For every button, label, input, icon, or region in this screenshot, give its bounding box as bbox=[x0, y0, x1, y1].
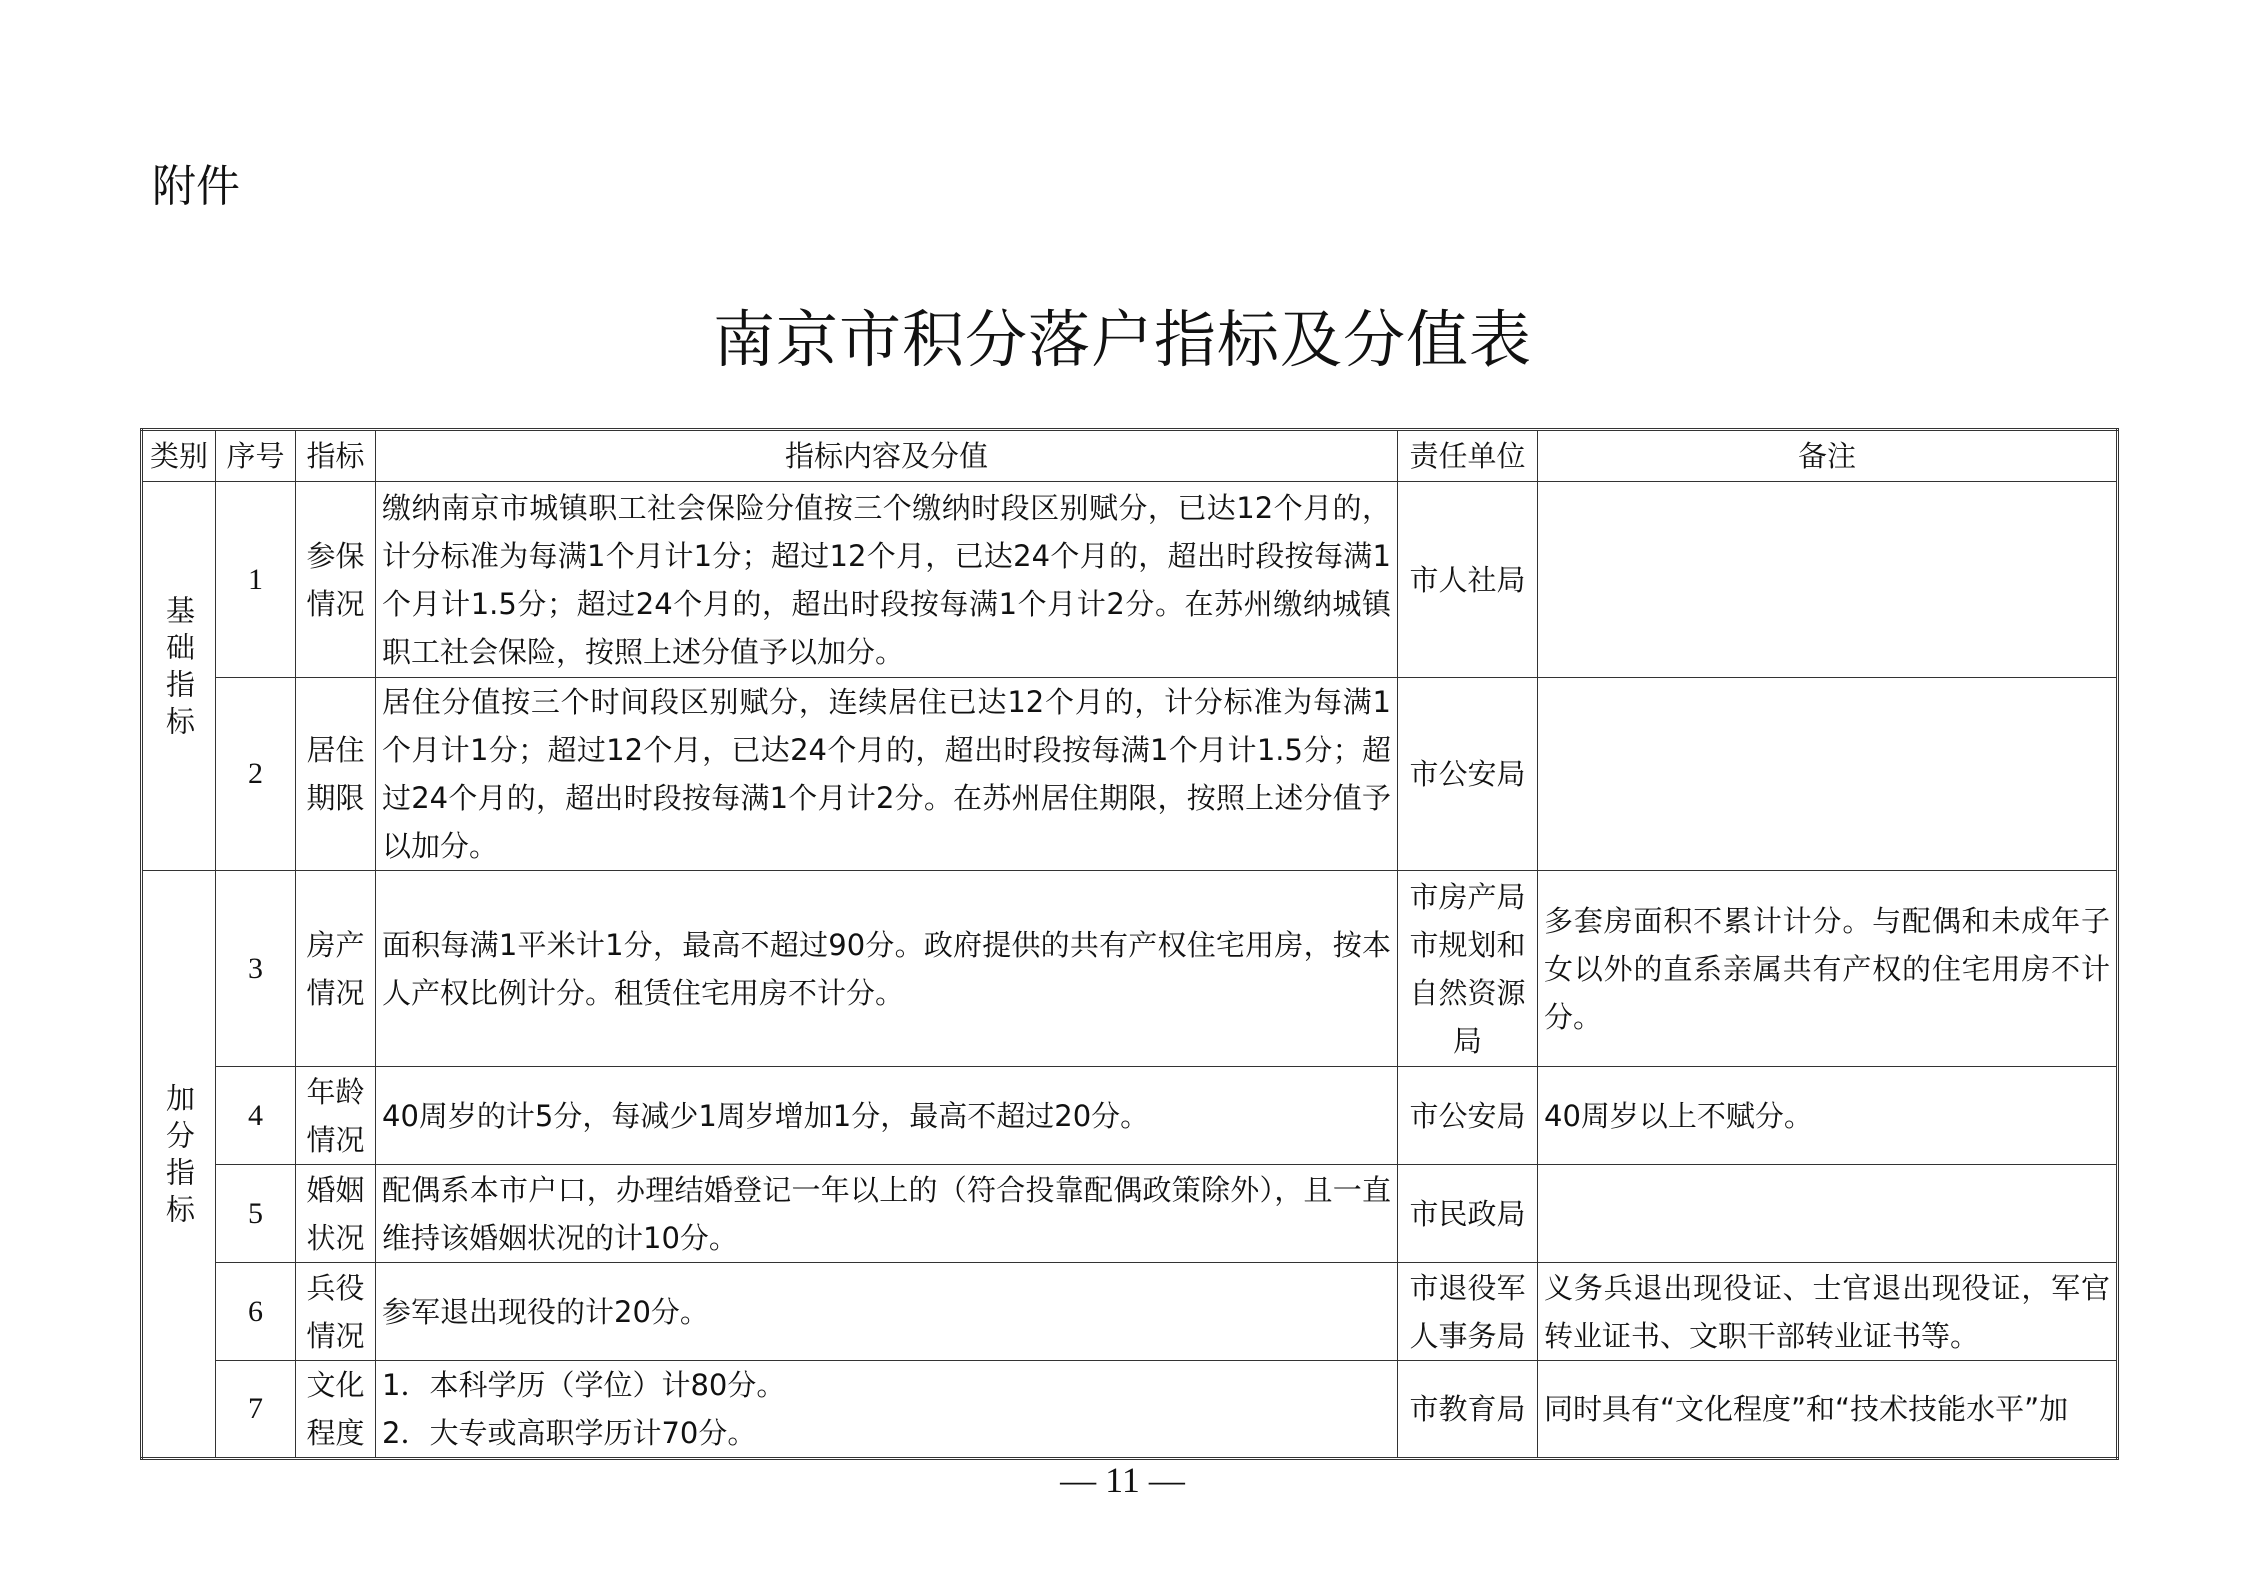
row-note: 同时具有“文化程度”和“技术技能水平”加 bbox=[1538, 1361, 2118, 1459]
row-indicator: 兵役情况 bbox=[296, 1263, 376, 1361]
row-seq: 4 bbox=[216, 1067, 296, 1165]
row-indicator: 年龄情况 bbox=[296, 1067, 376, 1165]
row-content: 配偶系本市户口，办理结婚登记一年以上的（符合投靠配偶政策除外），且一直维持该婚姻状况的计10分。 bbox=[376, 1165, 1398, 1263]
row-seq: 7 bbox=[216, 1361, 296, 1459]
points-table bbox=[140, 428, 2119, 1460]
row-note bbox=[1538, 1165, 2118, 1263]
attachment-label: 附件 bbox=[152, 161, 240, 212]
header-content: 指标内容及分值 bbox=[376, 430, 1398, 482]
table-row bbox=[142, 871, 2118, 1067]
row-content: 缴纳南京市城镇职工社会保险分值按三个缴纳时段区别赋分，已达12个月的，计分标准为每满1个月计1分；超过12个月，已达24个月的，超出时段按每满1个月计1.5分；超过24个月的，超出时段按每满1个月计2分。在苏州缴纳城镇职工社会保险，按照上述分值予以加分。 bbox=[376, 482, 1398, 678]
header-seq: 序号 bbox=[216, 430, 296, 482]
row-note: 多套房面积不累计计分。与配偶和未成年子女以外的直系亲属共有产权的住宅用房不计分。 bbox=[1538, 871, 2118, 1067]
category-bonus bbox=[142, 871, 216, 1459]
table-header-row bbox=[142, 430, 2118, 482]
content-line: 1．本科学历（学位）计80分。 bbox=[382, 1368, 786, 1402]
content-line: 2．大专或高职学历计70分。 bbox=[382, 1416, 757, 1450]
row-note bbox=[1538, 678, 2118, 871]
header-indicator: 指标 bbox=[296, 430, 376, 482]
row-content: 居住分值按三个时间段区别赋分，连续居住已达12个月的，计分标准为每满1个月计1分；超过12个月，已达24个月的，超出时段按每满1个月计1.5分；超过24个月的，超出时段按每满1个月计2分。在苏州居住期限，按照上述分值予以加分。 bbox=[376, 678, 1398, 871]
row-seq: 6 bbox=[216, 1263, 296, 1361]
row-content: 40周岁的计5分，每减少1周岁增加1分，最高不超过20分。 bbox=[376, 1067, 1398, 1165]
row-unit: 市房产局 市规划和自然资源局 bbox=[1398, 871, 1538, 1067]
table-row bbox=[142, 1361, 2118, 1459]
row-indicator: 房产情况 bbox=[296, 871, 376, 1067]
row-unit: 市公安局 bbox=[1398, 678, 1538, 871]
row-content: 参军退出现役的计20分。 bbox=[376, 1263, 1398, 1361]
row-note: 40周岁以上不赋分。 bbox=[1538, 1067, 2118, 1165]
category-bonus-label: 加分指标 bbox=[162, 1083, 196, 1231]
document-title: 南京市积分落户指标及分值表 bbox=[712, 303, 1532, 376]
row-content: 面积每满1平米计1分，最高不超过90分。政府提供的共有产权住宅用房，按本人产权比例计分。租赁住宅用房不计分。 bbox=[376, 871, 1398, 1067]
row-indicator: 居住期限 bbox=[296, 678, 376, 871]
row-seq: 3 bbox=[216, 871, 296, 1067]
row-seq: 2 bbox=[216, 678, 296, 871]
row-indicator: 参保情况 bbox=[296, 482, 376, 678]
table-row bbox=[142, 1165, 2118, 1263]
row-unit: 市公安局 bbox=[1398, 1067, 1538, 1165]
row-seq: 5 bbox=[216, 1165, 296, 1263]
row-note: 义务兵退出现役证、士官退出现役证，军官转业证书、文职干部转业证书等。 bbox=[1538, 1263, 2118, 1361]
table-row bbox=[142, 1263, 2118, 1361]
header-category: 类别 bbox=[142, 430, 216, 482]
page-number: — 11 — bbox=[1060, 1460, 1185, 1500]
row-unit: 市民政局 bbox=[1398, 1165, 1538, 1263]
row-unit: 市教育局 bbox=[1398, 1361, 1538, 1459]
table-row bbox=[142, 678, 2118, 871]
header-unit: 责任单位 bbox=[1398, 430, 1538, 482]
points-table-container bbox=[140, 428, 2116, 1460]
row-unit: 市人社局 bbox=[1398, 482, 1538, 678]
row-content bbox=[376, 1361, 1398, 1459]
category-basic bbox=[142, 482, 216, 871]
row-seq: 1 bbox=[216, 482, 296, 678]
table-row bbox=[142, 1067, 2118, 1165]
row-indicator: 文化程度 bbox=[296, 1361, 376, 1459]
category-basic-label: 基础指标 bbox=[162, 595, 196, 743]
header-note: 备注 bbox=[1538, 430, 2118, 482]
row-indicator: 婚姻状况 bbox=[296, 1165, 376, 1263]
row-note bbox=[1538, 482, 2118, 678]
row-unit: 市退役军人事务局 bbox=[1398, 1263, 1538, 1361]
table-row bbox=[142, 482, 2118, 678]
